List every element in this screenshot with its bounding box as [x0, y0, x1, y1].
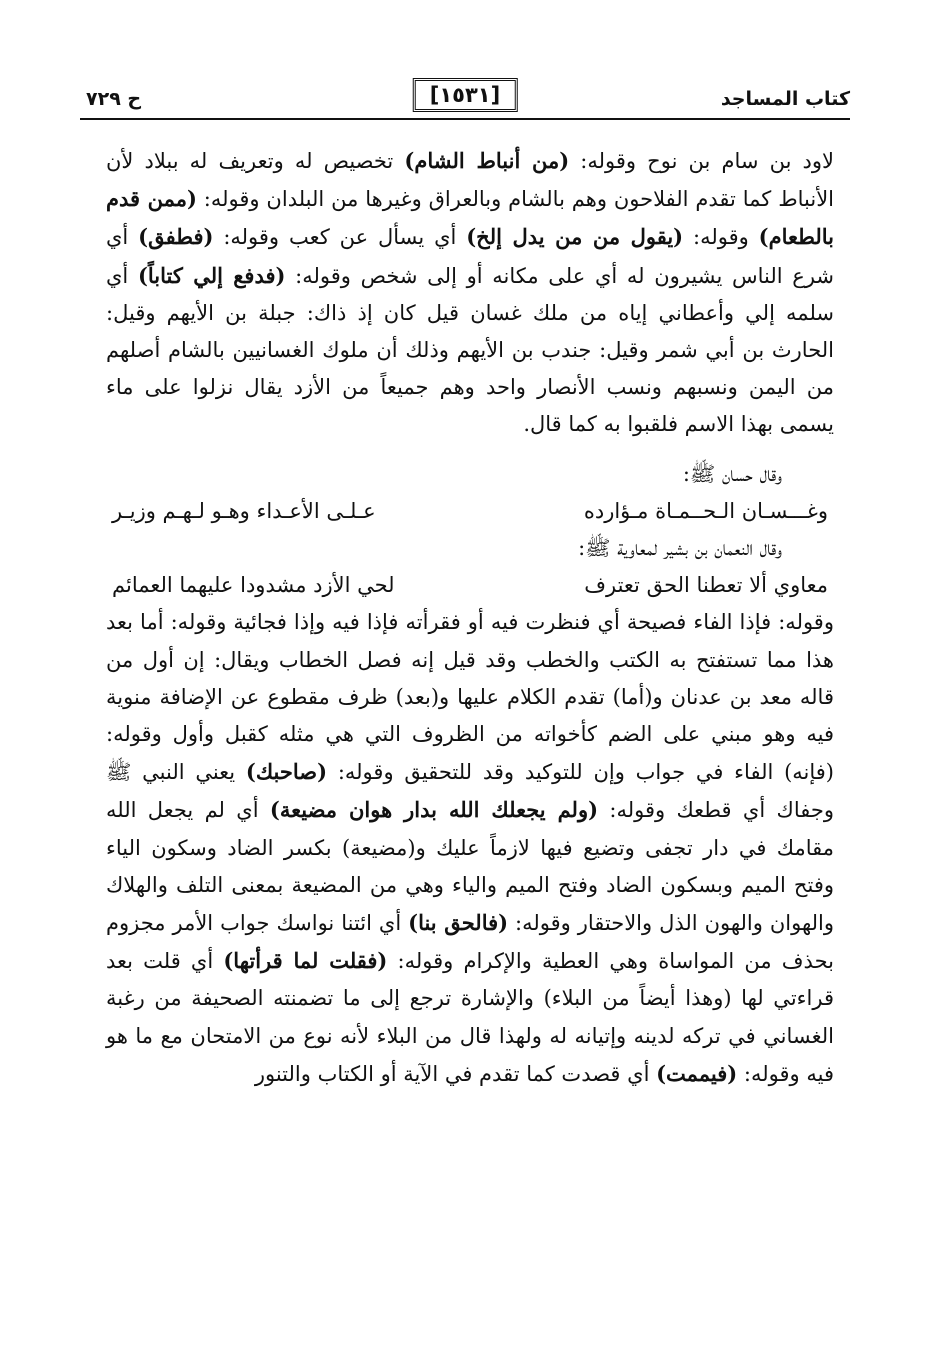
bold-quote: (ولم يجعلك الله بدار هوان مضيعة)	[269, 797, 599, 823]
paragraph-1	[106, 142, 834, 444]
poem-2-verse	[106, 567, 834, 604]
paragraph-2	[106, 604, 834, 1093]
text-run: أي لم يجعل الله مقامك في دار تجفى وتضيع فيها لازماً عليك و(مضيعة) بكسر الضاد وسكون الياء وفتح الميم وبسكون الضاد وفتح الميم والياء وهي من المضيعة بمعنى التلف والهلاك والهوان والهون الذل والاحتقار وقوله:	[106, 798, 834, 936]
bold-quote: (فقلت لما قرأتها)	[223, 948, 388, 974]
text-run: أي قلت بعد قراءتي لها (وهذا أيضاً من البلاء) والإشارة ترجع إلى ما تضمنته الصحيفة من رغبة الغساني في تركه لدينه وإتيانه له ولهذا قال من البلاء لأنه نوع من الامتحان مع ما هو فيه وقوله:	[106, 949, 834, 1086]
hadith-reference: ح ٧٢٩	[86, 88, 142, 110]
text-run: يعني النبي ﷺ وجفاك أي قطعك وقوله:	[106, 760, 834, 823]
text-run: أي سلمه إلي وأعطاني إياه من ملك غسان قيل كان إذ ذاك: جبلة بن الأيهم وقيل: الحارث بن أبي شمر وقيل: جندب بن الأيهم وذلك أن ملوك الغسانيين بالشام أصلهم من اليمن ونسبهم ونسب الأنصار واحد وهم جميعاً من الأزد يقال نزلوا على ماء يسمى بهذا الاسم فلقبوا به كما قال.	[106, 263, 834, 437]
bold-quote: (صاحبك)	[245, 759, 328, 785]
chapter-title: كتاب المساجد	[720, 88, 850, 110]
poem-2-intro: وقال النعمان بن بشير لمعاوية ﷺ:	[578, 536, 782, 561]
page-header	[80, 78, 850, 120]
bold-quote: (فطفق)	[138, 224, 214, 250]
page-number: [١٥٣١]	[413, 78, 518, 112]
poem-2-hemistich-1: معاوي ألا تعطنا الحق تعترف	[584, 573, 828, 598]
page-body	[106, 142, 834, 1093]
text-run: وقوله: فإذا الفاء فصيحة أي فنظرت فيه أو فقرأته فإذا فيه وإذا فجائية وقوله: أما بعد هذا مما تستفتح به الكتب والخطب وقد قيل إنه فصل الخطاب ويقال: إن أول من قاله معد بن عدنان و(أما) تقدم الكلام عليها و(بعد) ظرف مقطوع عن الإضافة منوية فيه وهو مبني على الضم كأخواته من الظروف التي هي مثله كقبل وأول وقوله: (فإنه) الفاء في جواب وإن للتوكيد وقد للتحقيق وقوله:	[106, 610, 834, 785]
text-run: أي شرع الناس يشيرون له أي على مكانه أو إلى شخص وقوله:	[106, 225, 835, 288]
bold-quote: (فالحق بنا)	[408, 910, 509, 936]
text-run: لاود بن سام بن نوح وقوله:	[569, 149, 834, 173]
text-run: تخصيص له وتعريف له ببلاد لأن الأنباط كما تقدم الفلاحون وهم بالشام وبالعراق وغيرها من البلدان وقوله:	[106, 149, 835, 212]
bold-quote: (يقول من من يدل إلخ)	[466, 224, 684, 250]
poem-1-hemistich-2: عـلـى الأعـداء وهـو لـهـم وزيـر	[112, 498, 376, 523]
bold-quote: (ممن قدم بالطعام)	[106, 186, 834, 250]
poem-1-verse	[106, 493, 834, 530]
poem-1-hemistich-1: وغـــسـان الـحــمـاة مـؤارده	[583, 498, 828, 523]
poem-2-hemistich-2: لحي الأزد مشدودا عليهما العمائم	[112, 573, 395, 598]
text-run: أي ائتنا نواسك جواب الأمر مجزوم بحذف من المواساة وهي العطية والإكرام وقوله:	[106, 911, 834, 974]
poem-1-intro: وقال حسان ﷺ:	[682, 461, 782, 486]
text-run: أي قصدت كما تقدم في الآية أو الكتاب والتنور	[254, 1061, 657, 1086]
bold-quote: (من أنباط الشام)	[404, 148, 570, 173]
text-run: وقوله:	[683, 225, 759, 250]
text-run: أي يسأل عن كعب وقوله:	[213, 225, 467, 250]
bold-quote: (فيممت)	[656, 1060, 738, 1086]
bold-quote: (فدفع إلي كتاباً)	[137, 262, 286, 288]
header-rule	[80, 118, 850, 120]
